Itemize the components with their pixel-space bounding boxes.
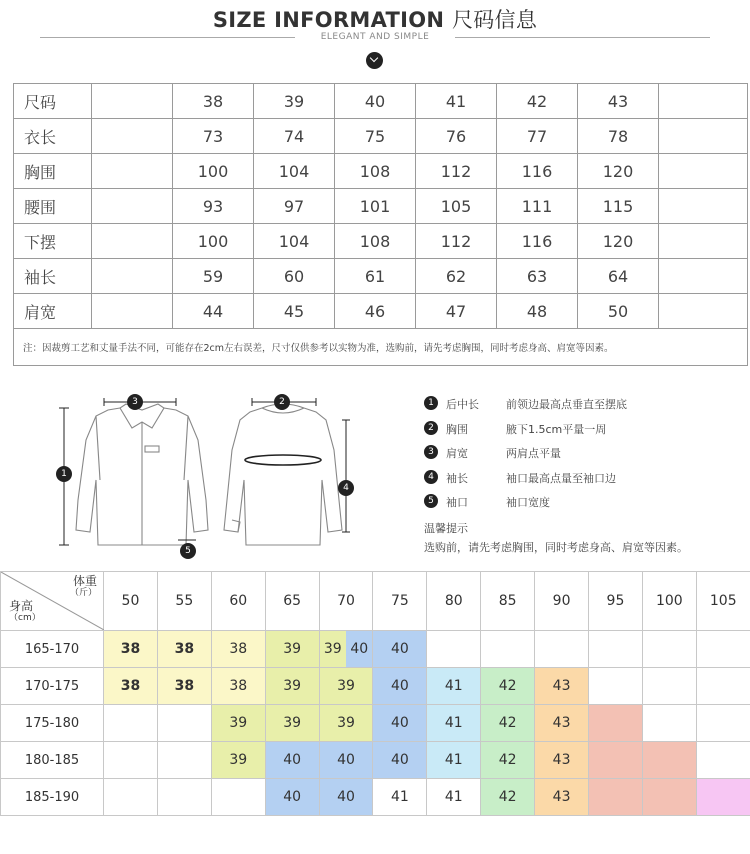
fit-size-cell: 42 [481, 668, 535, 705]
size-cell: 120 [578, 154, 659, 189]
weight-header-cell: 75 [373, 572, 427, 631]
legend-number-icon: 5 [424, 494, 438, 508]
weight-header-cell: 100 [642, 572, 696, 631]
legend-item [424, 395, 744, 420]
size-cell: 105 [416, 189, 497, 224]
fit-size-cell: 39 [211, 705, 265, 742]
size-cell-blank [659, 154, 748, 189]
size-cell: 45 [254, 294, 335, 329]
weight-header-cell: 85 [481, 572, 535, 631]
size-row-label: 衣长 [14, 119, 92, 154]
legend-name: 袖长 [446, 471, 468, 485]
fit-size-cell [157, 779, 211, 816]
size-table-row [14, 84, 748, 119]
fit-size-cell: 39 [211, 742, 265, 779]
fit-table-row [1, 779, 750, 816]
height-label: 身高 [9, 599, 34, 613]
fit-size-cell [589, 779, 643, 816]
size-cell-blank [92, 224, 173, 259]
size-row-label: 袖长 [14, 259, 92, 294]
size-cell: 100 [173, 224, 254, 259]
size-cell: 120 [578, 224, 659, 259]
weight-header-cell: 80 [427, 572, 481, 631]
page-title [0, 4, 750, 34]
size-note: 注：因裁剪工艺和丈量手法不同，可能存在2cm左右误差，尺寸仅供参考以实物为准，选购前，请先考虑胸围，同时考虑身高、肩宽等因素。 [14, 329, 748, 366]
fit-size-cell: 39 [265, 668, 319, 705]
size-table-row [14, 119, 748, 154]
fit-table-row [1, 742, 750, 779]
page-header [0, 0, 750, 80]
fit-size-cell [319, 631, 373, 668]
size-cell: 108 [335, 224, 416, 259]
fit-size-cell: 42 [481, 742, 535, 779]
fit-size-cell [589, 705, 643, 742]
size-cell: 112 [416, 224, 497, 259]
size-cell: 64 [578, 259, 659, 294]
size-cell: 44 [173, 294, 254, 329]
measurement-lines [59, 398, 350, 545]
size-row-label: 腰围 [14, 189, 92, 224]
fit-size-cell [104, 779, 158, 816]
size-table-row [14, 154, 748, 189]
size-cell: 100 [173, 154, 254, 189]
size-cell: 42 [497, 84, 578, 119]
back-shirt-drawing [224, 404, 342, 545]
size-cell: 116 [497, 154, 578, 189]
size-cell: 112 [416, 154, 497, 189]
size-cell: 104 [254, 154, 335, 189]
split-size-value: 39 [320, 631, 346, 667]
size-cell-blank [659, 259, 748, 294]
marker-3-icon: 3 [127, 394, 143, 410]
weight-unit: （斤） [69, 588, 97, 598]
legend-desc: 前领边最高点垂直至摆底 [506, 398, 627, 411]
height-range-cell: 175-180 [1, 705, 104, 742]
fit-size-cell: 40 [373, 668, 427, 705]
fit-table-row [1, 668, 750, 705]
weight-header-cell: 95 [589, 572, 643, 631]
fit-size-cell: 39 [319, 705, 373, 742]
fit-size-cell: 40 [373, 742, 427, 779]
fit-size-cell: 40 [319, 742, 373, 779]
weight-header-cell: 65 [265, 572, 319, 631]
fit-size-cell [589, 631, 643, 668]
size-cell: 76 [416, 119, 497, 154]
weight-header-cell: 60 [211, 572, 265, 631]
legend-name: 胸围 [446, 422, 468, 436]
fit-size-cell [642, 668, 696, 705]
size-table-row [14, 224, 748, 259]
fit-size-cell: 38 [104, 668, 158, 705]
height-range-cell: 170-175 [1, 668, 104, 705]
size-cell-blank [659, 84, 748, 119]
chevron-down-icon [366, 52, 383, 69]
fit-size-cell: 40 [373, 705, 427, 742]
size-cell-blank [659, 189, 748, 224]
weight-header-cell: 105 [696, 572, 750, 631]
legend-number-icon: 4 [424, 470, 438, 484]
fit-size-cell: 38 [211, 631, 265, 668]
size-cell-blank [659, 224, 748, 259]
legend-desc: 腋下1.5cm平量一周 [506, 422, 607, 436]
marker-2-icon: 2 [274, 394, 290, 410]
fit-size-cell: 42 [481, 705, 535, 742]
size-cell: 39 [254, 84, 335, 119]
fit-size-cell: 40 [265, 742, 319, 779]
fit-size-cell: 38 [157, 631, 211, 668]
fit-size-cell: 40 [265, 779, 319, 816]
fit-size-cell [589, 742, 643, 779]
fit-size-cell: 43 [535, 668, 589, 705]
legend-item [424, 420, 744, 445]
fit-size-cell: 39 [265, 631, 319, 668]
marker-5-icon: 5 [180, 543, 196, 559]
size-cell: 73 [173, 119, 254, 154]
fit-size-cell [642, 742, 696, 779]
fit-size-cell [481, 631, 535, 668]
fit-size-cell: 43 [535, 742, 589, 779]
fit-size-cell: 41 [427, 779, 481, 816]
size-cell: 41 [416, 84, 497, 119]
size-table [13, 83, 748, 366]
fit-size-cell: 41 [427, 705, 481, 742]
size-cell-blank [92, 84, 173, 119]
tip-body: 选购前，请先考虑胸围，同时考虑身高、肩宽等因素。 [424, 541, 688, 554]
size-cell: 77 [497, 119, 578, 154]
size-cell-blank [92, 189, 173, 224]
marker-4-icon: 4 [338, 480, 354, 496]
size-cell: 101 [335, 189, 416, 224]
divider-right [455, 37, 710, 38]
fit-size-cell: 40 [319, 779, 373, 816]
fit-size-cell: 41 [373, 779, 427, 816]
legend-item [424, 493, 744, 518]
fit-size-cell: 42 [481, 779, 535, 816]
size-cell: 74 [254, 119, 335, 154]
size-cell: 60 [254, 259, 335, 294]
legend-item [424, 444, 744, 469]
size-cell: 38 [173, 84, 254, 119]
fit-size-cell: 41 [427, 742, 481, 779]
fit-size-cell [157, 705, 211, 742]
legend-desc: 袖口最高点量至袖口边 [506, 471, 616, 485]
height-range-cell: 180-185 [1, 742, 104, 779]
fit-size-cell: 38 [211, 668, 265, 705]
legend-desc: 袖口宽度 [506, 496, 550, 509]
fit-size-cell [642, 705, 696, 742]
size-cell: 46 [335, 294, 416, 329]
fit-corner-cell [1, 572, 104, 631]
fit-size-cell [427, 631, 481, 668]
size-cell: 115 [578, 189, 659, 224]
fit-size-cell [589, 668, 643, 705]
size-cell: 61 [335, 259, 416, 294]
size-cell: 111 [497, 189, 578, 224]
legend-name: 后中长 [446, 398, 479, 411]
size-cell: 116 [497, 224, 578, 259]
size-cell-blank [92, 154, 173, 189]
size-cell: 75 [335, 119, 416, 154]
size-cell: 48 [497, 294, 578, 329]
size-cell: 62 [416, 259, 497, 294]
size-cell: 43 [578, 84, 659, 119]
fit-size-cell [696, 742, 750, 779]
front-shirt-drawing [76, 404, 208, 545]
size-cell: 108 [335, 154, 416, 189]
fit-size-cell [104, 742, 158, 779]
height-range-cell: 165-170 [1, 631, 104, 668]
weight-header-cell: 90 [535, 572, 589, 631]
size-table-row [14, 294, 748, 329]
fit-size-cell [211, 779, 265, 816]
fit-table-row [1, 631, 750, 668]
size-cell-blank [659, 294, 748, 329]
legend-number-icon: 1 [424, 396, 438, 410]
size-cell-blank [92, 294, 173, 329]
fit-size-cell: 41 [427, 668, 481, 705]
size-cell: 104 [254, 224, 335, 259]
fit-size-cell: 39 [319, 668, 373, 705]
tip-title: 温馨提示 [424, 522, 468, 535]
size-cell-blank [659, 119, 748, 154]
measurement-legend [424, 395, 744, 518]
weight-header-cell: 50 [104, 572, 158, 631]
size-row-label: 尺码 [14, 84, 92, 119]
page-subtitle: ELEGANT AND SIMPLE [320, 32, 430, 42]
weight-header-cell: 70 [319, 572, 373, 631]
fit-size-cell [642, 779, 696, 816]
size-table-row [14, 259, 748, 294]
fit-size-cell [642, 631, 696, 668]
fit-size-cell [104, 705, 158, 742]
legend-number-icon: 2 [424, 421, 438, 435]
legend-name: 肩宽 [446, 447, 468, 460]
fit-size-cell [696, 779, 750, 816]
fit-header-row [1, 572, 750, 631]
legend-name: 袖口 [446, 496, 468, 509]
fit-size-cell [696, 631, 750, 668]
fit-size-cell [696, 668, 750, 705]
fit-size-cell [157, 742, 211, 779]
size-cell: 50 [578, 294, 659, 329]
size-cell: 93 [173, 189, 254, 224]
size-cell: 78 [578, 119, 659, 154]
size-note-row [14, 329, 748, 366]
legend-item [424, 469, 744, 494]
fit-size-cell: 43 [535, 705, 589, 742]
fit-size-cell: 43 [535, 779, 589, 816]
weight-header-cell: 55 [157, 572, 211, 631]
fit-size-cell: 39 [265, 705, 319, 742]
fit-size-cell: 40 [373, 631, 427, 668]
size-row-label: 胸围 [14, 154, 92, 189]
size-table-row [14, 189, 748, 224]
size-cell-blank [92, 119, 173, 154]
size-row-label: 肩宽 [14, 294, 92, 329]
size-cell: 97 [254, 189, 335, 224]
height-unit: （cm） [9, 613, 41, 623]
legend-desc: 两肩点平量 [506, 447, 561, 460]
size-cell: 40 [335, 84, 416, 119]
fit-table-row [1, 705, 750, 742]
legend-number-icon: 3 [424, 445, 438, 459]
weight-label: 体重 [72, 574, 97, 588]
size-cell-blank [92, 259, 173, 294]
fit-size-cell [696, 705, 750, 742]
size-row-label: 下摆 [14, 224, 92, 259]
size-cell: 47 [416, 294, 497, 329]
size-cell: 63 [497, 259, 578, 294]
fit-size-cell: 38 [157, 668, 211, 705]
size-cell: 59 [173, 259, 254, 294]
split-size-cell [320, 631, 373, 667]
fit-size-cell [535, 631, 589, 668]
marker-1-icon: 1 [56, 466, 72, 482]
split-size-value: 40 [346, 631, 372, 667]
fit-size-cell: 38 [104, 631, 158, 668]
height-weight-fit-table [0, 571, 750, 816]
title-english: SIZE INFORMATION [212, 8, 445, 32]
title-chinese: 尺码信息 [451, 8, 538, 32]
height-range-cell: 185-190 [1, 779, 104, 816]
